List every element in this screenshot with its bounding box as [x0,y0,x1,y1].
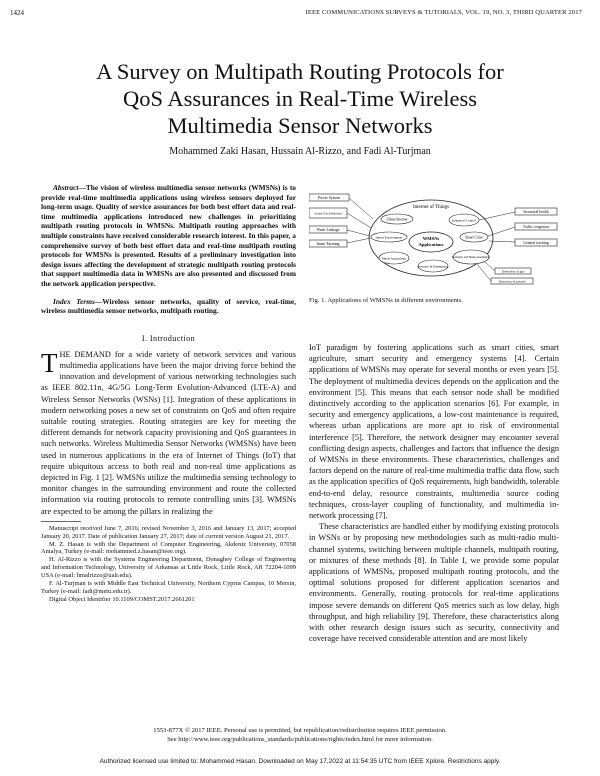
copyright-line: 1553-877X © 2017 IEEE. Personal use is permitted, but republication/redistribution requires IEEE permission. [153,727,447,734]
copyright-notice [30,726,570,744]
footnote-manuscript: Manuscript received June 7, 2016; revised November 3, 2016 and January 13, 2017; accepted January 20, 2017. Date of publication January 27, 2017; date of current version August 21, 2017. [41,524,296,540]
footnote-doi: Digital Object Identifier 10.1109/COMST.2017.2661201 [49,595,195,603]
intro-text: for a wide variety of network services and various multimedia applications have been the major driving force behind the innovation and development of various networking technologies such as IEEE 802.11n, 4G/5G Long-Term Evolution-Advanced (LTE-A) and Wireless Sensor Networks (WSNs) [1]. Integration of these applications in modern networking poses a new set of constraints on QoS and often require suitable routing strategies. Routing strategies are key for meeting the different demands for network capacity provisioning and QoS guarantees in such networks. Wireless Multimedia Sensor Networks (WMSNs) have been used in numerous applications in the era of Internet of Things (IoT) that require ubiquitous access to both real and non-real time applications as depicted in Fig. 1 [2]. WMSNs utilize the multimedia sensing technology to monitor changes in the surrounding environment and route the collected information via routing protocols to remote controlling units [3]. WMSNs are expected to be among the pillars in realizing the [41,349,296,516]
node-label: Domestic and Home Automation [451,255,491,259]
center-label-2: Applications [418,242,444,247]
section-heading: I. Introduction [141,333,196,343]
figure-1 [309,192,559,292]
intro-paragraph [41,349,296,517]
authorized-use-notice: Authorized licensed use limited to: Mohammed Hasan. Downloaded on May 17,2022 at 11:54:35 UTC from IEEE Xplore. Restrictions apply. [99,758,501,765]
footnote-author-1: M. Z. Hasan is with the Department of Computer Engineering, Akdeniz University, 07058 Antalya, Turkey (e-mail: mohammed.z.hasan@ieee.org). [41,540,296,556]
outer-label: Forest Fire Detection [314,211,342,216]
footnote-author-2: H. Al-Rizzo is with the Systems Engineering Department, Donaghey College of Engineering and Information Technology, University of Arkansas at Little Rock, Little Rock, AR 72204-1099 USA (e-mail: hmalrizzo@ualr.edu). [41,556,296,580]
outer-label: Smart Farming [316,242,340,246]
figure-1-diagram [309,192,559,292]
title-line: Multimedia Sensor Networks [167,113,433,138]
outer-label: Traffic congestion [522,225,550,229]
index-terms [41,297,296,316]
title-line: QoS Assurances in Real-Time Wireless [122,86,478,111]
node-label: Security & Emergency [417,264,449,269]
index-terms-label: Index Terms [53,296,95,306]
center-label-1: WMSNs [422,236,440,241]
abstract [41,183,296,289]
outer-label: General tracking [523,241,549,245]
paper-title [30,58,570,139]
cloud-title: Internet of Things [412,205,450,210]
index-terms-text: —Wireless sensor networks, quality of service, real-time, wireless multimedia sensor networks, multipath routing. [41,296,296,316]
outer-label: Detection of gas [501,269,525,274]
outer-label: Detection of people [498,279,526,284]
left-column [41,183,296,604]
footnote-rule [41,521,81,522]
page-number: 1424 [10,9,24,17]
outer-label: Power System [318,196,340,200]
node-label: Smart Cities [465,235,483,240]
running-head: IEEE COMMUNICATIONS SURVEYS & TUTORIALS, VOL. 19, NO. 3, THIRD QUARTER 2017 [305,9,582,16]
right-paragraph-2: These characteristics are handled either by modifying existing protocols in WSNs or by proposing new methodologies such as multi-radio multi-channel systems, switching between multiple channels, multipath routing, or mixtures of these methods [8]. In Table I, we provide some popular applications of WMSNs, proposed multipath routing protocols, and the optimal solutions proposed for different application scenarios and environments. Generally, routing protocols for real-time applications impose severe demands on different QoS metrics such as low delay, high throughput, and high reliability [9]. Therefore, these characteristics along with other research design issues such as security, connectivity and coverage have received considerable attention and are most likely [309,522,559,644]
footnote-author-3: F. Al-Turjman is with Middle East Technical University, Northern Cyprus Campus, 10 Mersin, Turkey (e-mail: fadi@metu.edu.tr). [41,580,296,596]
node-label: Industrial Control [451,218,477,223]
dropcap: T [41,347,58,378]
outer-label: Structural health [523,210,549,214]
node-label: Urban Internet [386,217,408,222]
abstract-label: Abstract [53,183,79,192]
abstract-text: —The vision of wireless multimedia sensor networks (WMSNs) is to provide real-time multimedia applications using wireless sensors deployed for long-term usage. Quality of service assurances for both best effort data and real-time multimedia applications introduced new challenges in prioritizing multipath routing protocols in WMSNs. Multipath routing approaches with multiple constraints have received considerable research interest. In this paper, a comprehensive survey of both best effort data and real-time multipath routing protocols for WMSNs is presented. Results of a preliminary investigation into design issues affecting the development of strategic multipath routing protocols that support multimedia data in WMSNs are also presented and discussed from the network application perspective. [41,183,296,288]
right-paragraph-1: IoT paradigm by fostering applications such as smart cities, smart agriculture, smart security and emergency systems [4]. Certain applications of WMSNs may operate for several months or even years [5]. The deployment of multimedia devices depends on the application and the environment [5]. This means that each sensor node shall be modified distinctively according to the application scenarios [6]. For example, in security and emergency applications, a low-cost maintenance is required, whereas urban applications are more apt to risk of environmental interference [5]. Therefore, the network designer may encounter several conflicting design aspects, challenges and factors that influence the design of WMSNs in these environments. These characteristics, challenges and factors depend on the nature of real-time multimedia traffic data flow, such as the application specifics of QoS requirements, high bandwidth, tolerable end-to-end delay, resource constraints, multimedia source coding techniques, cross-layer coupling of functionality, and multimedia in-network processing [7]. [309,343,559,521]
figure-caption: Fig. 1. Applications of WMSNs in different environments. [309,297,463,304]
copyright-line: See http://www.ieee.org/publications_standards/publications/rights/index.html for more information. [167,736,433,743]
outer-label: Water Leakage [316,228,340,232]
intro-lead: HE DEMAND [59,349,111,359]
authors: Mohammed Zaki Hasan, Hussain Al-Rizzo, and Fadi Al-Turjman [169,146,431,157]
right-column [309,342,559,644]
node-label: Smart Environment [375,235,403,240]
node-label: Smart Agriculture [381,256,407,261]
title-line: A Survey on Multipath Routing Protocols for [96,59,504,84]
